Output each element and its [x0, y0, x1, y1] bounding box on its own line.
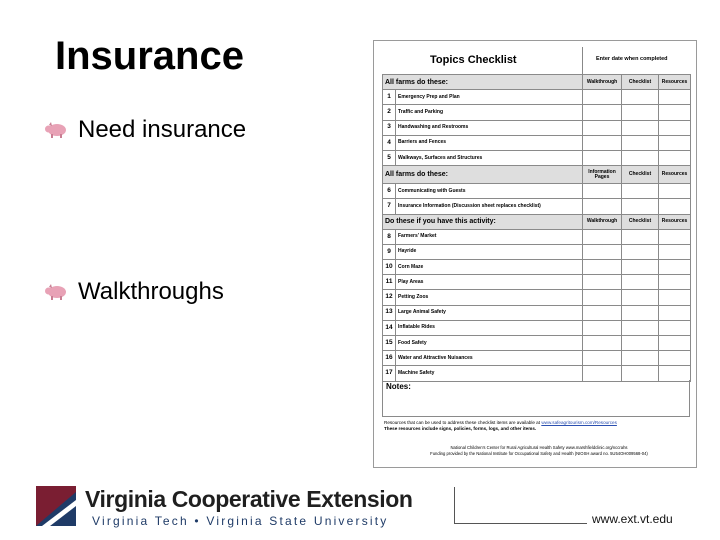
date-entry-cell[interactable] [583, 366, 622, 381]
row-number: 13 [383, 305, 396, 320]
row-number: 8 [383, 229, 396, 244]
date-entry-cell[interactable] [659, 244, 691, 259]
column-header: Walkthrough [583, 214, 622, 229]
date-entry-cell[interactable] [659, 366, 691, 381]
section-label: All farms do these: [383, 166, 583, 184]
footer-divider [454, 487, 455, 524]
notes-label: Notes: [386, 382, 411, 391]
date-entry-cell[interactable] [622, 135, 659, 150]
date-entry-cell[interactable] [659, 336, 691, 351]
date-entry-cell[interactable] [622, 320, 659, 335]
date-entry-cell[interactable] [659, 90, 691, 105]
date-entry-cell[interactable] [622, 244, 659, 259]
date-entry-cell[interactable] [622, 305, 659, 320]
row-number: 4 [383, 135, 396, 150]
checklist-row [383, 366, 691, 381]
date-entry-cell[interactable] [583, 184, 622, 199]
date-entry-cell[interactable] [583, 244, 622, 259]
row-number: 6 [383, 184, 396, 199]
org-name: Virginia Cooperative Extension [85, 486, 413, 512]
bullet-label: Walkthroughs [78, 278, 224, 305]
column-header: Information Pages [583, 166, 622, 184]
date-entry-cell[interactable] [659, 150, 691, 165]
checklist-row [383, 150, 691, 165]
vce-logo-icon [36, 486, 76, 526]
date-entry-cell[interactable] [622, 351, 659, 366]
row-number: 5 [383, 150, 396, 165]
row-topic: Communicating with Guests [396, 184, 583, 199]
date-entry-cell[interactable] [659, 260, 691, 275]
checklist-row [383, 135, 691, 150]
row-topic: Water and Attractive Nuisances [396, 351, 583, 366]
funding-credit: National Children's Center for Rural Agricultural Health Safety www.marshfieldclinic.org/nccrahs Funding provided by the National Institute for Occupational Safety and Health (NIOSH award no. 5U54OH009568-04) [430, 445, 648, 456]
checklist-row [383, 184, 691, 199]
row-number: 9 [383, 244, 396, 259]
date-entry-cell[interactable] [659, 351, 691, 366]
checklist-row [383, 290, 691, 305]
row-topic: Petting Zoos [396, 290, 583, 305]
row-number: 2 [383, 105, 396, 120]
checklist-row [383, 244, 691, 259]
checklist-row [383, 275, 691, 290]
checklist-row [383, 351, 691, 366]
row-topic: Farmers' Market [396, 229, 583, 244]
checklist-row [383, 120, 691, 135]
row-topic: Barriers and Fences [396, 135, 583, 150]
row-topic: Walkways, Surfaces and Structures [396, 150, 583, 165]
column-header: Checklist [622, 166, 659, 184]
checklist-row [383, 336, 691, 351]
column-header: Checklist [622, 75, 659, 90]
date-entry-cell[interactable] [583, 199, 622, 214]
checklist-row [383, 199, 691, 214]
row-number: 12 [383, 290, 396, 305]
row-number: 7 [383, 199, 396, 214]
date-entry-cell[interactable] [583, 150, 622, 165]
column-header: Resources [659, 214, 691, 229]
date-entry-cell[interactable] [583, 305, 622, 320]
row-number: 3 [383, 120, 396, 135]
date-entry-cell[interactable] [622, 199, 659, 214]
date-entry-cell[interactable] [583, 320, 622, 335]
row-number: 1 [383, 90, 396, 105]
date-entry-cell[interactable] [659, 320, 691, 335]
row-number: 16 [383, 351, 396, 366]
date-entry-cell[interactable] [659, 305, 691, 320]
checklist-row [383, 229, 691, 244]
date-entry-cell[interactable] [583, 120, 622, 135]
row-number: 15 [383, 336, 396, 351]
date-label: Enter date when completed [596, 56, 668, 62]
section-label: Do these if you have this activity: [383, 214, 583, 229]
bullet-label: Need insurance [78, 116, 247, 143]
row-topic: Play Areas [396, 275, 583, 290]
date-entry-cell[interactable] [659, 290, 691, 305]
date-entry-cell[interactable] [583, 351, 622, 366]
date-entry-cell[interactable] [622, 229, 659, 244]
row-topic: Insurance Information (Discussion sheet replaces checklist) [396, 199, 583, 214]
date-entry-cell[interactable] [622, 336, 659, 351]
date-entry-cell[interactable] [622, 150, 659, 165]
topics-checklist-document [373, 40, 697, 468]
checklist-row [383, 260, 691, 275]
row-topic: Machine Safety [396, 366, 583, 381]
date-entry-cell[interactable] [583, 229, 622, 244]
date-entry-cell[interactable] [622, 90, 659, 105]
checklist-section-header [383, 75, 691, 90]
date-entry-cell[interactable] [659, 199, 691, 214]
date-entry-cell[interactable] [583, 135, 622, 150]
notes-box [382, 380, 690, 417]
date-entry-cell[interactable] [622, 105, 659, 120]
bullet-walkthroughs [44, 278, 224, 306]
checklist-table [382, 74, 691, 382]
date-entry-cell[interactable] [622, 275, 659, 290]
resources-link[interactable]: www.safeagritourism.com/Resources [541, 420, 617, 425]
row-topic: Hayride [396, 244, 583, 259]
date-entry-cell[interactable] [659, 105, 691, 120]
column-header: Resources [659, 166, 691, 184]
date-entry-cell[interactable] [622, 366, 659, 381]
date-entry-cell[interactable] [659, 120, 691, 135]
pig-bullet-icon [44, 284, 68, 300]
date-entry-cell[interactable] [583, 105, 622, 120]
credit-link[interactable]: www.marshfieldclinic.org/nccrahs [565, 445, 628, 450]
row-topic: Corn Maze [396, 260, 583, 275]
date-entry-cell[interactable] [659, 229, 691, 244]
date-entry-cell[interactable] [583, 336, 622, 351]
checklist-section-header [383, 166, 691, 184]
slide-title: Insurance [55, 34, 244, 78]
date-entry-cell[interactable] [622, 290, 659, 305]
date-entry-cell[interactable] [583, 260, 622, 275]
row-number: 11 [383, 275, 396, 290]
date-entry-cell[interactable] [622, 184, 659, 199]
footer-divider-line [454, 523, 587, 524]
date-entry-cell[interactable] [622, 120, 659, 135]
section-label: All farms do these: [383, 75, 583, 90]
checklist-row [383, 105, 691, 120]
checklist-header [382, 47, 690, 74]
checklist-row [383, 320, 691, 335]
pig-bullet-icon [44, 122, 68, 138]
date-entry-cell[interactable] [583, 275, 622, 290]
row-number: 14 [383, 320, 396, 335]
date-entry-cell[interactable] [659, 275, 691, 290]
date-entry-cell[interactable] [583, 290, 622, 305]
checklist-row [383, 305, 691, 320]
date-entry-cell[interactable] [622, 260, 659, 275]
date-entry-cell[interactable] [659, 184, 691, 199]
row-topic: Large Animal Safety [396, 305, 583, 320]
checklist-title: Topics Checklist [430, 54, 517, 66]
column-header: Walkthrough [583, 75, 622, 90]
row-topic: Traffic and Parking [396, 105, 583, 120]
row-topic: Handwashing and Restrooms [396, 120, 583, 135]
column-header: Resources [659, 75, 691, 90]
bullet-need-insurance [44, 116, 246, 144]
row-number: 10 [383, 260, 396, 275]
row-topic: Inflatable Rides [396, 320, 583, 335]
column-header: Checklist [622, 214, 659, 229]
org-subtitle: Virginia Tech • Virginia State University [92, 514, 389, 528]
date-entry-cell[interactable] [583, 90, 622, 105]
date-entry-cell[interactable] [659, 135, 691, 150]
row-number: 17 [383, 366, 396, 381]
resources-text: Resources that can be used to address these checklist items are available at www.safeagritourism.com/Resources These resources include signs, policies, forms, logs, and other items. [384, 420, 617, 431]
website-url[interactable]: www.ext.vt.edu [592, 512, 673, 526]
row-topic: Emergency Prep and Plan [396, 90, 583, 105]
checklist-row [383, 90, 691, 105]
row-topic: Food Safety [396, 336, 583, 351]
checklist-section-header [383, 214, 691, 229]
